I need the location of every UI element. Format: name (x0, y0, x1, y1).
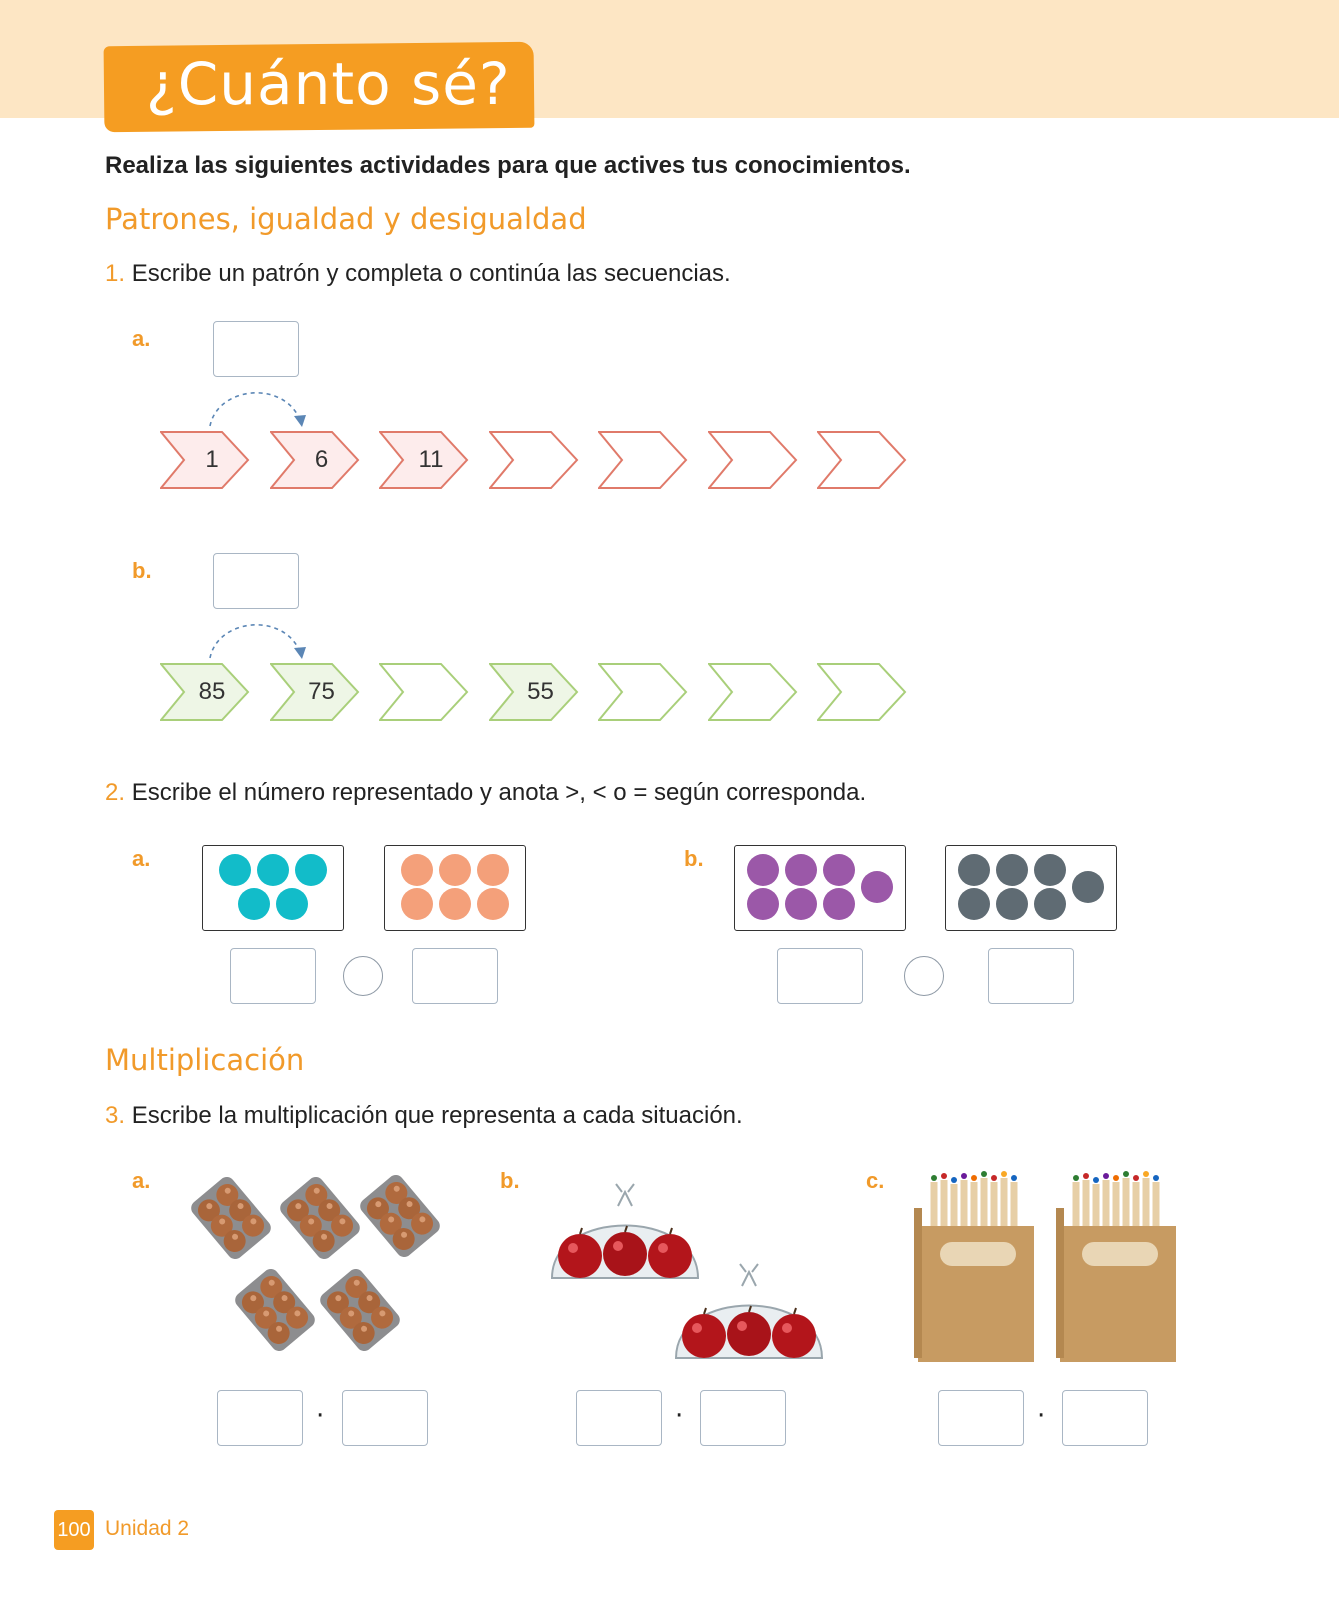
item-label: a. (132, 326, 151, 351)
counter-dot (219, 854, 251, 886)
item-label: a. (132, 1168, 151, 1193)
sequence-cell[interactable] (598, 663, 688, 721)
number-answer-box[interactable] (230, 948, 316, 1004)
instructions: Realiza las siguientes actividades para que actives tus conocimientos. (105, 152, 911, 179)
question-1 (105, 260, 731, 288)
counter-dot (747, 888, 779, 920)
sequence-value: 85 (198, 678, 226, 705)
counter-dot (861, 871, 893, 903)
page-number: 100 (54, 1510, 94, 1550)
sequence-cell[interactable] (489, 431, 579, 489)
counter-dot (747, 854, 779, 886)
question-text: Escribe la multiplicación que representa a cada situación. (131, 1102, 743, 1129)
sequence-cell (160, 431, 250, 489)
sequence-value (734, 663, 786, 721)
sequence-value (843, 431, 895, 489)
factor-box[interactable] (217, 1390, 303, 1446)
item-label: a. (132, 846, 151, 871)
sequence-value: 1 (205, 446, 219, 473)
comparison-circle[interactable] (904, 956, 944, 996)
counter-dot (785, 854, 817, 886)
factor-box[interactable] (1062, 1390, 1148, 1446)
counter-dot (1034, 854, 1066, 886)
sequence-value: 6 (314, 446, 329, 473)
question-number: 1. (105, 260, 126, 287)
sequence-cell (379, 431, 469, 489)
counter-box-purple (734, 845, 906, 931)
question-text: Escribe un patrón y completa o continúa las secuencias. (131, 260, 731, 287)
section-heading-multiplication: Multiplicación (105, 1043, 305, 1077)
sequence-value: 55 (527, 678, 554, 705)
counter-dot (1072, 871, 1104, 903)
counter-dot (295, 854, 327, 886)
pattern-answer-box-a[interactable] (213, 321, 299, 377)
number-answer-box[interactable] (988, 948, 1074, 1004)
counter-box-salmon (384, 845, 526, 931)
page-title: ¿Cuánto sé? (146, 50, 511, 118)
sequence-cell (489, 663, 579, 721)
sequence-cell[interactable] (708, 663, 798, 721)
counter-dot (477, 854, 509, 886)
counter-box-teal (202, 845, 344, 931)
question-2 (105, 779, 866, 807)
counter-dot (439, 854, 471, 886)
sequence-cell[interactable] (708, 431, 798, 489)
sequence-value (515, 431, 567, 489)
question-text: Escribe el número representado y anota >, < o = según corresponda. (131, 779, 867, 806)
factor-box[interactable] (342, 1390, 428, 1446)
counter-dot (401, 854, 433, 886)
counter-dot (823, 888, 855, 920)
factor-box[interactable] (576, 1390, 662, 1446)
number-answer-box[interactable] (412, 948, 498, 1004)
sequence-value (624, 663, 676, 721)
comparison-circle[interactable] (343, 956, 383, 996)
multiply-dot: · (1037, 1401, 1046, 1431)
counter-box-gray (945, 845, 1117, 931)
multiply-dot: · (316, 1401, 325, 1431)
counter-dot (1034, 888, 1066, 920)
counter-dot (477, 888, 509, 920)
sequence-value (843, 663, 895, 721)
pattern-answer-box-b[interactable] (213, 553, 299, 609)
sequence-cell[interactable] (598, 431, 688, 489)
counter-dot (401, 888, 433, 920)
dashed-arrow-icon (196, 614, 316, 664)
item-label: b. (132, 558, 152, 583)
sequence-cell[interactable] (817, 431, 907, 489)
sequence-value (624, 431, 676, 489)
sequence-cell[interactable] (817, 663, 907, 721)
question-3 (105, 1102, 743, 1130)
factor-box[interactable] (700, 1390, 786, 1446)
counter-dot (996, 888, 1028, 920)
sequence-cell[interactable] (379, 663, 469, 721)
pencil-boxes-illustration (910, 1168, 1190, 1368)
counter-dot (996, 854, 1028, 886)
item-label: b. (684, 846, 704, 871)
number-answer-box[interactable] (777, 948, 863, 1004)
counter-dot (958, 854, 990, 886)
apple-bags-illustration (550, 1172, 830, 1364)
sequence-value (405, 663, 457, 721)
counter-dot (257, 854, 289, 886)
dashed-arrow-icon (196, 382, 316, 432)
egg-cartons-illustration (186, 1170, 446, 1360)
sequence-value: 11 (418, 446, 444, 473)
item-label: c. (866, 1168, 885, 1193)
sequence-cell (270, 663, 360, 721)
counter-dot (958, 888, 990, 920)
item-label: b. (500, 1168, 520, 1193)
multiply-dot: · (675, 1401, 684, 1431)
sequence-value: 75 (308, 678, 335, 705)
counter-dot (439, 888, 471, 920)
sequence-cell (160, 663, 250, 721)
counter-dot (238, 888, 270, 920)
sequence-cell (270, 431, 360, 489)
section-heading-patterns: Patrones, igualdad y desigualdad (105, 202, 587, 236)
counter-dot (785, 888, 817, 920)
factor-box[interactable] (938, 1390, 1024, 1446)
question-number: 3. (105, 1102, 126, 1129)
unit-label: Unidad 2 (105, 1517, 190, 1540)
question-number: 2. (105, 779, 126, 806)
sequence-value (734, 431, 786, 489)
counter-dot (276, 888, 308, 920)
counter-dot (823, 854, 855, 886)
